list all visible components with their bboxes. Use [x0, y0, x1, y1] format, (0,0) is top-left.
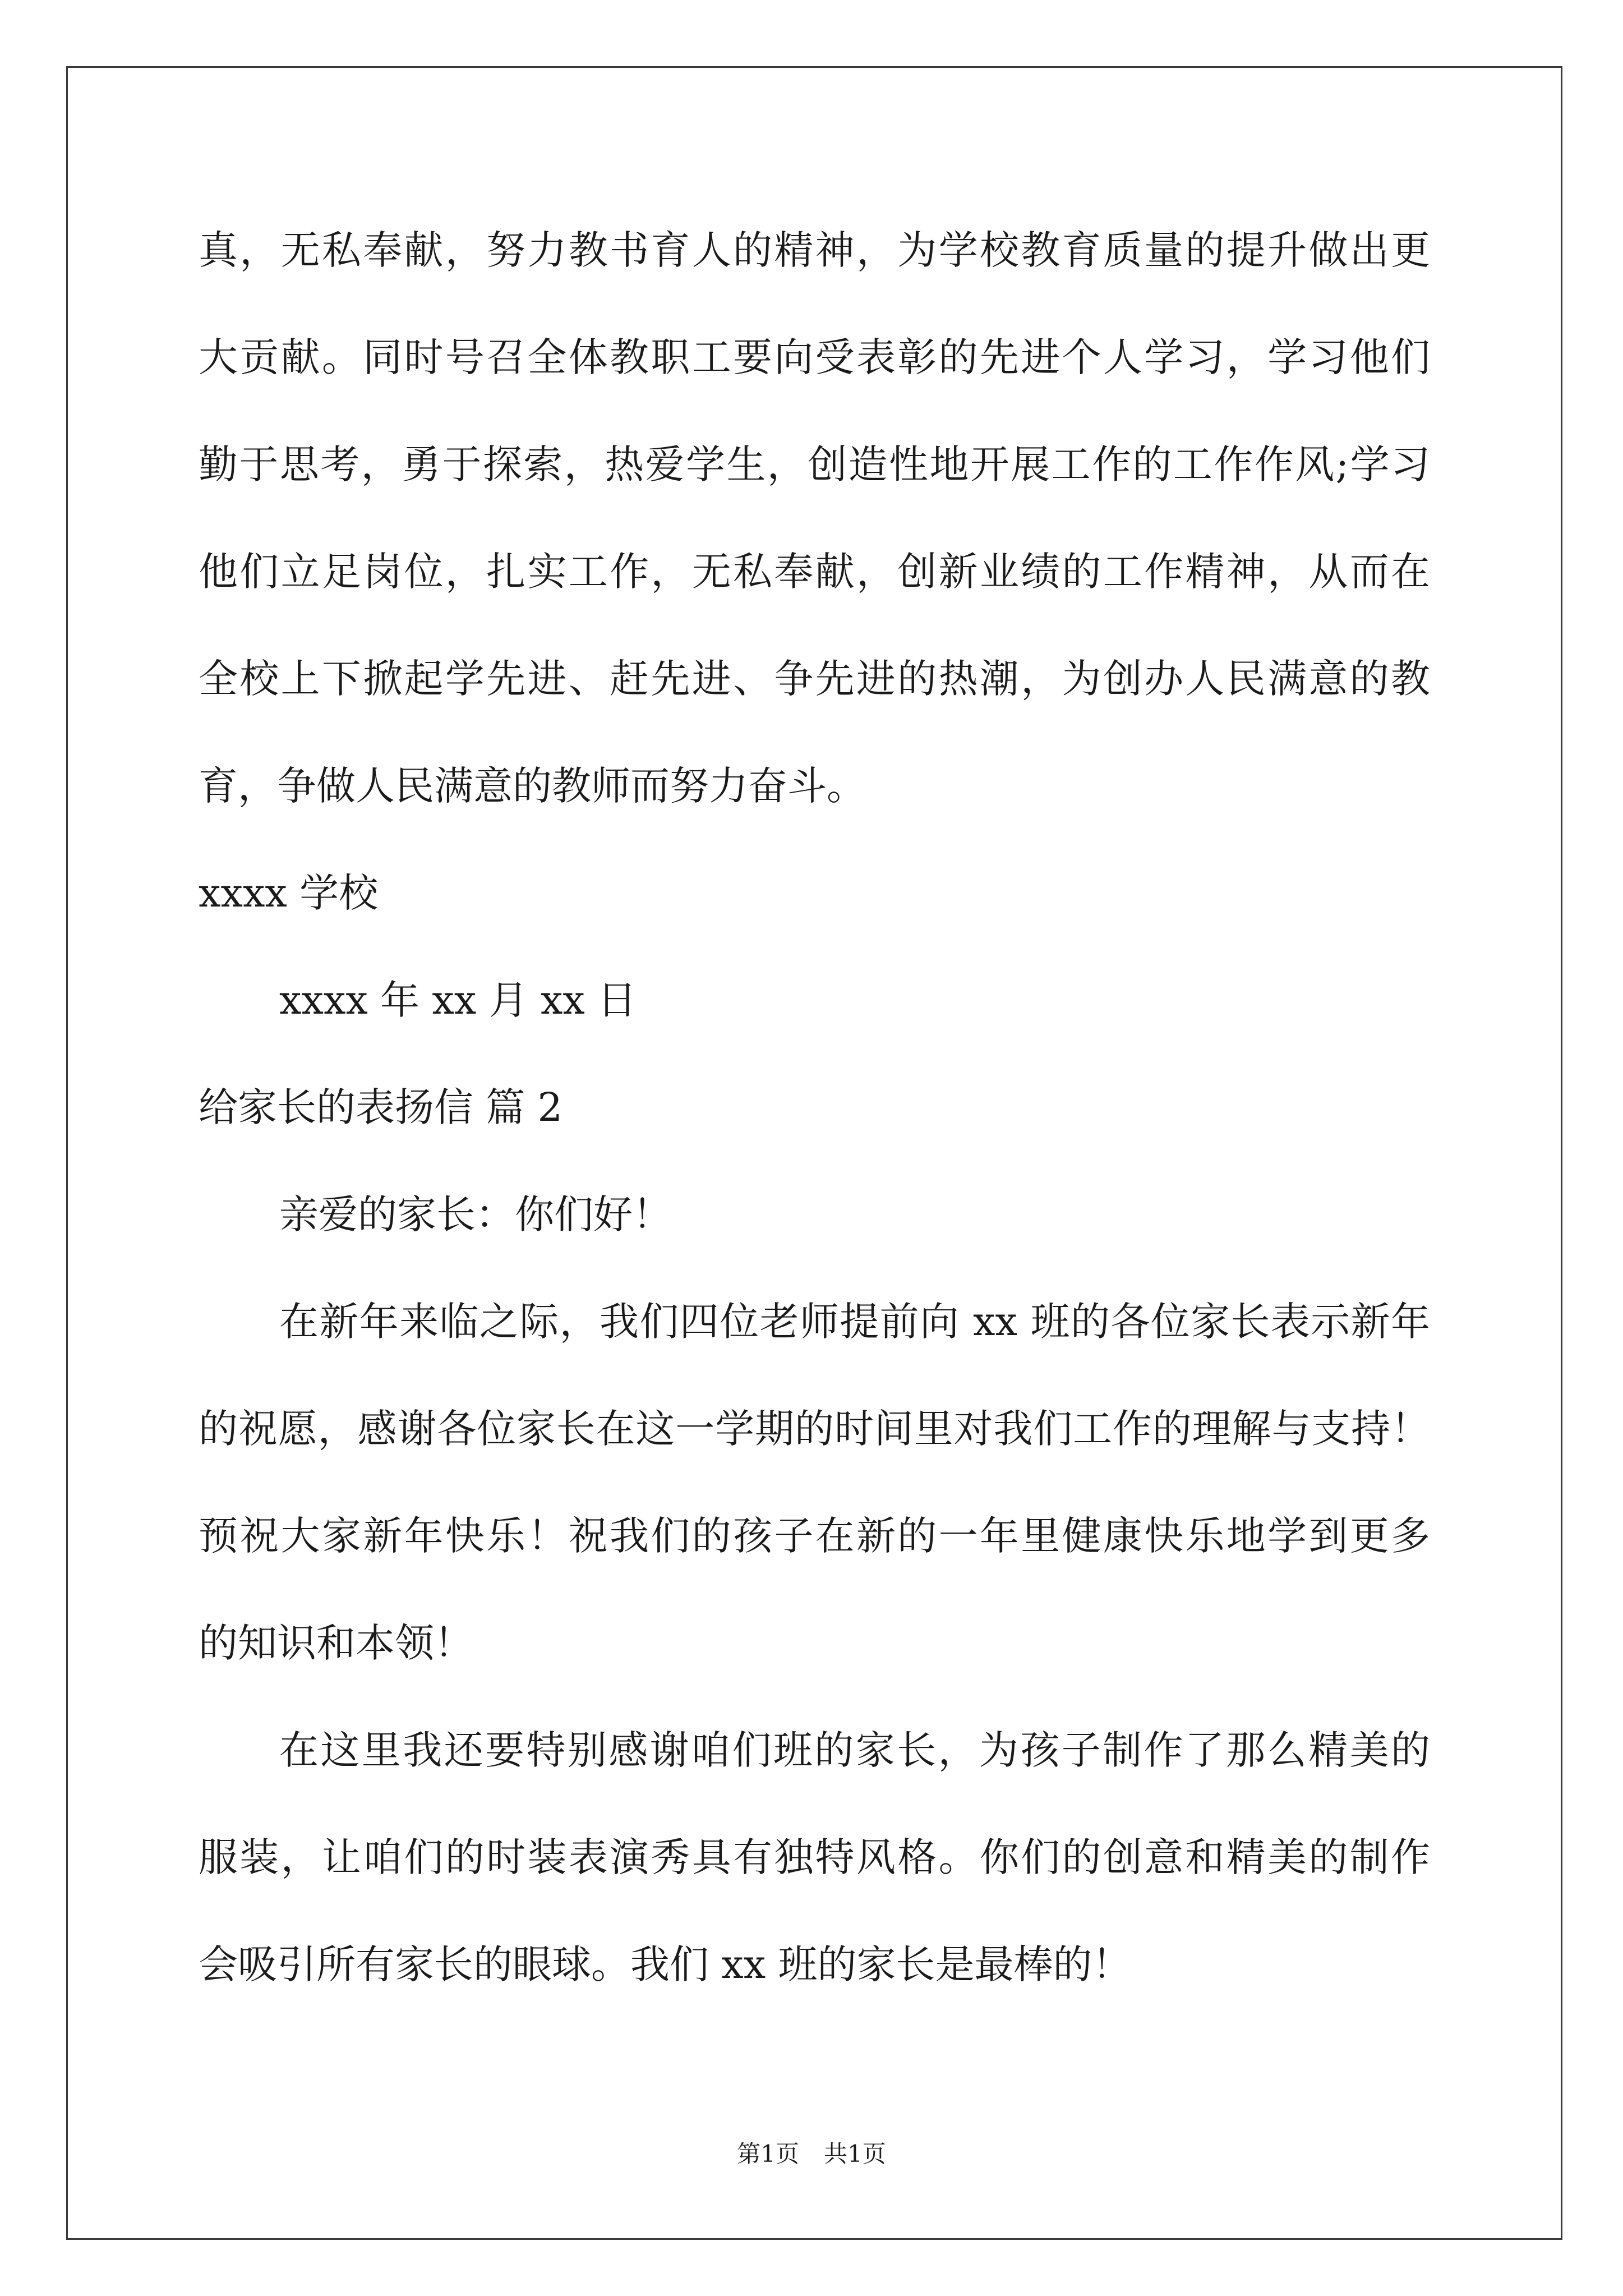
signature-date: xxxx 年 xx 月 xx 日	[279, 977, 637, 1023]
page-footer	[0, 2138, 1623, 2170]
body-text-line: 在新年来临之际，我们四位老师提前向 xx 班的各位家长表示新年	[279, 1299, 1430, 1345]
body-text-line: 服装，让咱们的时装表演秀具有独特风格。你们的创意和精美的制作	[199, 1834, 1430, 1880]
signature-school: xxxx 学校	[199, 870, 379, 916]
body-text-line: 全校上下掀起学先进、赶先进、争先进的热潮，为创办人民满意的教	[199, 656, 1430, 702]
body-text-line: 的知识和本领！	[199, 1620, 473, 1666]
body-text-line: 预祝大家新年快乐！祝我们的孩子在新的一年里健康快乐地学到更多	[199, 1513, 1430, 1559]
page-number: 第1页	[737, 2140, 799, 2168]
body-text-line: 的祝愿，感谢各位家长在这一学期的时间里对我们工作的理解与支持！	[199, 1406, 1430, 1452]
page-total: 共1页	[824, 2140, 886, 2168]
body-text-line: 真，无私奉献，努力教书育人的精神，为学校教育质量的提升做出更	[199, 227, 1430, 273]
body-text-line: 大贡献。同时号召全体教职工要向受表彰的先进个人学习，学习他们	[199, 334, 1430, 380]
body-text-line: 在这里我还要特别感谢咱们班的家长，为孩子制作了那么精美的	[279, 1727, 1430, 1773]
salutation: 亲爱的家长：你们好！	[279, 1191, 672, 1237]
section-heading: 给家长的表扬信 篇 2	[199, 1084, 563, 1130]
body-text-line: 勤于思考，勇于探索，热爱学生，创造性地开展工作的工作作风;学习	[199, 441, 1430, 487]
body-text-line: 育，争做人民满意的教师而努力奋斗。	[199, 763, 866, 809]
body-text-line: 他们立足岗位，扎实工作，无私奉献，创新业绩的工作精神，从而在	[199, 549, 1430, 595]
body-text-line: 会吸引所有家长的眼球。我们 xx 班的家长是最棒的！	[199, 1941, 1132, 1987]
document-body	[199, 197, 1430, 2018]
